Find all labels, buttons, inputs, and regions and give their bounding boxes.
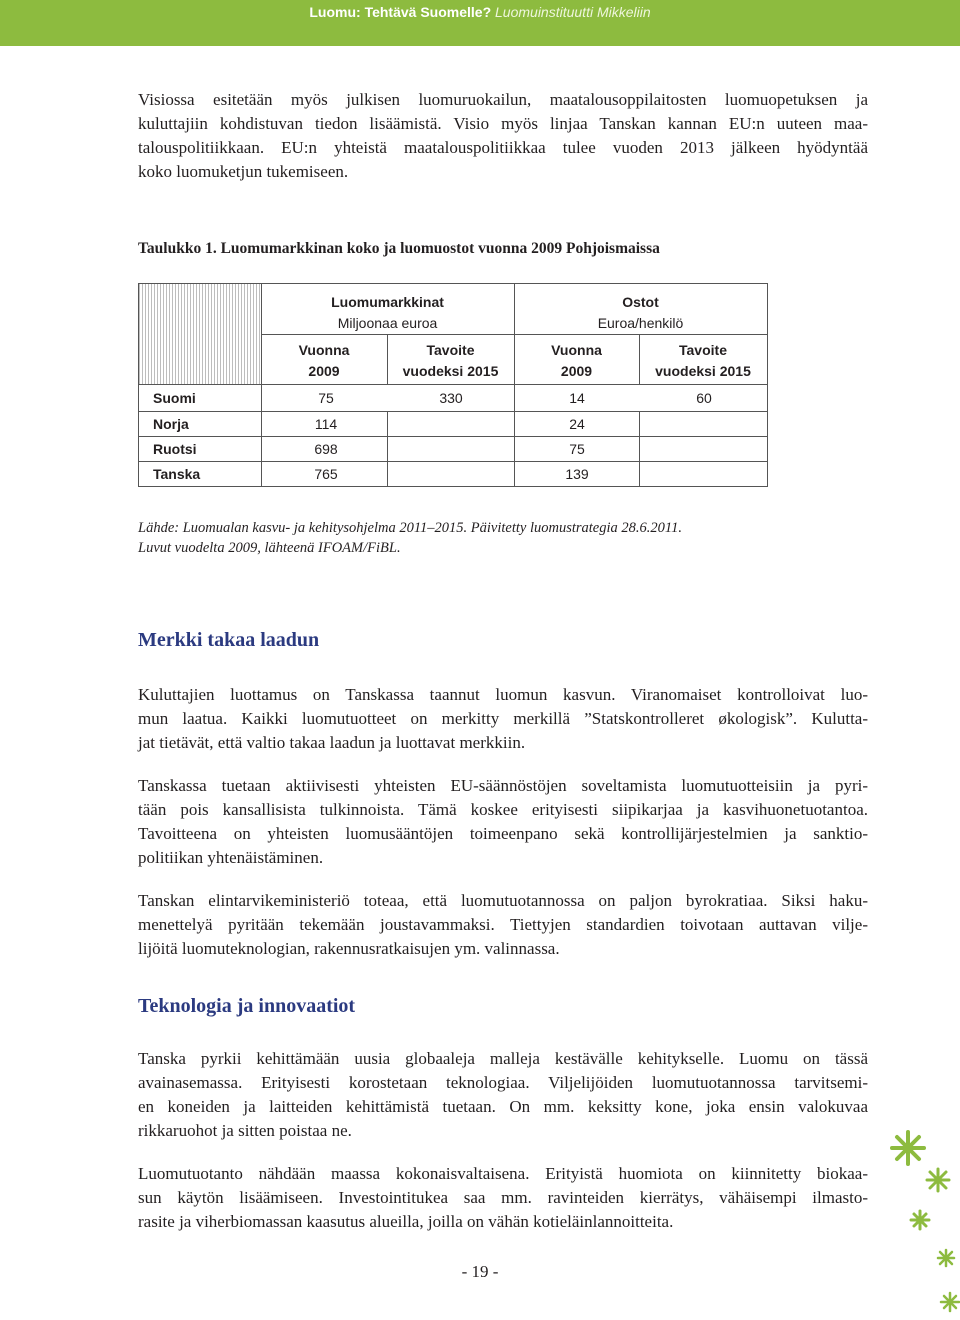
table-corner-hatch [139, 284, 261, 384]
text-line: Tavoitteena on yhteisten luomusääntöjen toimeenpano sekä kontrollijärjestelmien ja sanktio- [138, 824, 868, 843]
row-label: Norja [153, 416, 189, 432]
column-header-line: Tavoite [679, 342, 727, 358]
column-header [514, 340, 639, 382]
group-header-ostot [514, 292, 767, 334]
column-header-line: 2009 [560, 363, 593, 379]
table-cell: 14 [569, 390, 585, 406]
page-number: - 19 - [461, 1262, 499, 1281]
text-line: Tanskan elintarvikeministeriö toteaa, että luomutuotannossa on paljon byrokratiaa. Siksi haku- [138, 891, 868, 910]
table-cell: 330 [439, 390, 463, 406]
header-title: Luomu: Tehtävä Suomelle? [309, 4, 492, 20]
group-header-luomumarkkinat [261, 292, 514, 334]
row-label: Ruotsi [153, 441, 197, 457]
table-cell: 765 [314, 466, 338, 482]
running-header [0, 0, 960, 24]
table-cell: 75 [569, 441, 585, 457]
body-paragraph [138, 1047, 868, 1143]
group-title: Luomumarkkinat [331, 294, 444, 310]
table-cell: 139 [565, 466, 589, 482]
table-source-note [138, 518, 682, 558]
column-header-line: 2009 [308, 363, 340, 379]
text-line: avainasemassa. Erityisesti korostetaan teknologiaa. Viljelijöiden luomutuotannossa tarvitsemi- [138, 1073, 868, 1092]
table-divider [387, 411, 388, 486]
table-divider [639, 411, 640, 486]
text-line: sun käytön lisäämiseen. Investointitukea saa mm. ravinteiden kierrätys, vähäisempi ilmasto- [138, 1188, 868, 1207]
body-paragraph [138, 774, 868, 870]
text-line: jat tietävät, että valtio takaa laadun ja luottavat merkkiin. [138, 733, 526, 752]
text-line: kuluttajiin kohdistuvan tiedon lisäämistä. Visio myös linjaa Tanskan kannan EU:n uuteen maa- [138, 114, 868, 133]
table-cell: 698 [314, 441, 338, 457]
header-subtitle: Luomuinstituutti Mikkeliin [495, 4, 651, 20]
body-paragraph [138, 889, 868, 961]
text-line: rasite ja viherbiomassan kaasutus alueilla, joilla on vähän kotieläinlannoitteita. [138, 1212, 674, 1231]
source-line: Lähde: Luomualan kasvu- ja kehitysohjelma 2011–2015. Päivitetty luomustrategia 28.6.2011. [138, 520, 682, 536]
text-line: Visiossa esitetään myös julkisen luomuruokailun, maatalousoppilaitosten luomuopetuksen ja [138, 90, 868, 109]
body-paragraph [138, 1162, 868, 1234]
column-header-line: vuodeksi 2015 [655, 363, 751, 379]
table-divider [261, 334, 767, 335]
text-line: Luomutuotanto nähdään maassa kokonaisvaltaisena. Erityistä huomiota on kiinnitetty biokaa- [138, 1164, 868, 1183]
flower-decoration-icon [820, 1120, 960, 1320]
table-cell: 75 [318, 390, 334, 406]
section-heading: Merkki takaa laadun [138, 629, 320, 651]
row-label: Tanska [153, 466, 201, 482]
table-cell: 24 [569, 416, 585, 432]
text-line: Tanskassa tuetaan aktiivisesti yhteisten EU-säännöstöjen soveltamista luomutuotteisiin ja pyri- [138, 776, 868, 795]
column-header [639, 340, 767, 382]
text-line: menettelyä pyritään tekemään joustavammaksi. Tiettyjen standardien toivotaan auttavan vilje- [138, 915, 868, 934]
table-divider [139, 411, 767, 412]
table-cell: 114 [314, 416, 338, 432]
column-header-line: Vuonna [298, 342, 350, 358]
intro-paragraph [138, 88, 868, 184]
header-bar [0, 0, 960, 46]
column-header-line: vuodeksi 2015 [402, 363, 499, 379]
table-divider [139, 461, 767, 462]
text-line: lijöitä luomuteknologian, rakennusratkaisujen ym. valinnassa. [138, 939, 560, 958]
table-caption: Taulukko 1. Luomumarkkinan koko ja luomuostot vuonna 2009 Pohjoismaissa [138, 240, 660, 257]
section-heading: Teknologia ja innovaatiot [138, 995, 356, 1017]
data-table [138, 283, 768, 487]
group-title: Ostot [622, 294, 659, 310]
table-cell: 60 [696, 390, 712, 406]
source-line: Luvut vuodelta 2009, lähteenä IFOAM/FiBL. [138, 540, 401, 556]
text-line: Kuluttajien luottamus on Tanskassa taannut luomun kasvun. Viranomaiset kontrolloivat luo- [138, 685, 868, 704]
table-divider [139, 384, 767, 385]
text-line: Tanska pyrkii kehittämään uusia globaaleja malleja kestävälle kehitykselle. Luomu on tässä [138, 1049, 868, 1068]
column-header-line: Vuonna [551, 342, 602, 358]
text-line: rikkaruohot ja sitten poistaa ne. [138, 1121, 352, 1140]
text-line: politiikan yhtenäistäminen. [138, 848, 324, 867]
text-line: koko luomuketjun tukemiseen. [138, 162, 349, 181]
text-line: tään pois kansallisista tulkinnoista. Tämä koskee erityisesti siipikarjaa ja kasvihuonetuotantoa. [138, 800, 868, 819]
table-divider [139, 436, 767, 437]
column-header-line: Tavoite [426, 342, 475, 358]
text-line: talouspolitiikkaan. EU:n yhteistä maatalouspolitiikkaa tulee vuoden 2013 jälkeen hyödyntää [138, 138, 868, 157]
text-line: mun laatua. Kaikki luomutuotteet on merkitty merkillä ”Statskontrolleret økologisk”. Kulutta- [138, 709, 868, 728]
column-header [261, 340, 387, 382]
group-unit: Miljoonaa euroa [337, 315, 438, 331]
body-paragraph [138, 683, 868, 755]
column-header [387, 340, 514, 382]
text-line: en koneiden ja laitteiden kehittämistä tuetaan. On mm. keksitty kone, joka ensin valokuvaa [138, 1097, 868, 1116]
row-label: Suomi [153, 390, 196, 406]
group-unit: Euroa/henkilö [597, 315, 684, 331]
